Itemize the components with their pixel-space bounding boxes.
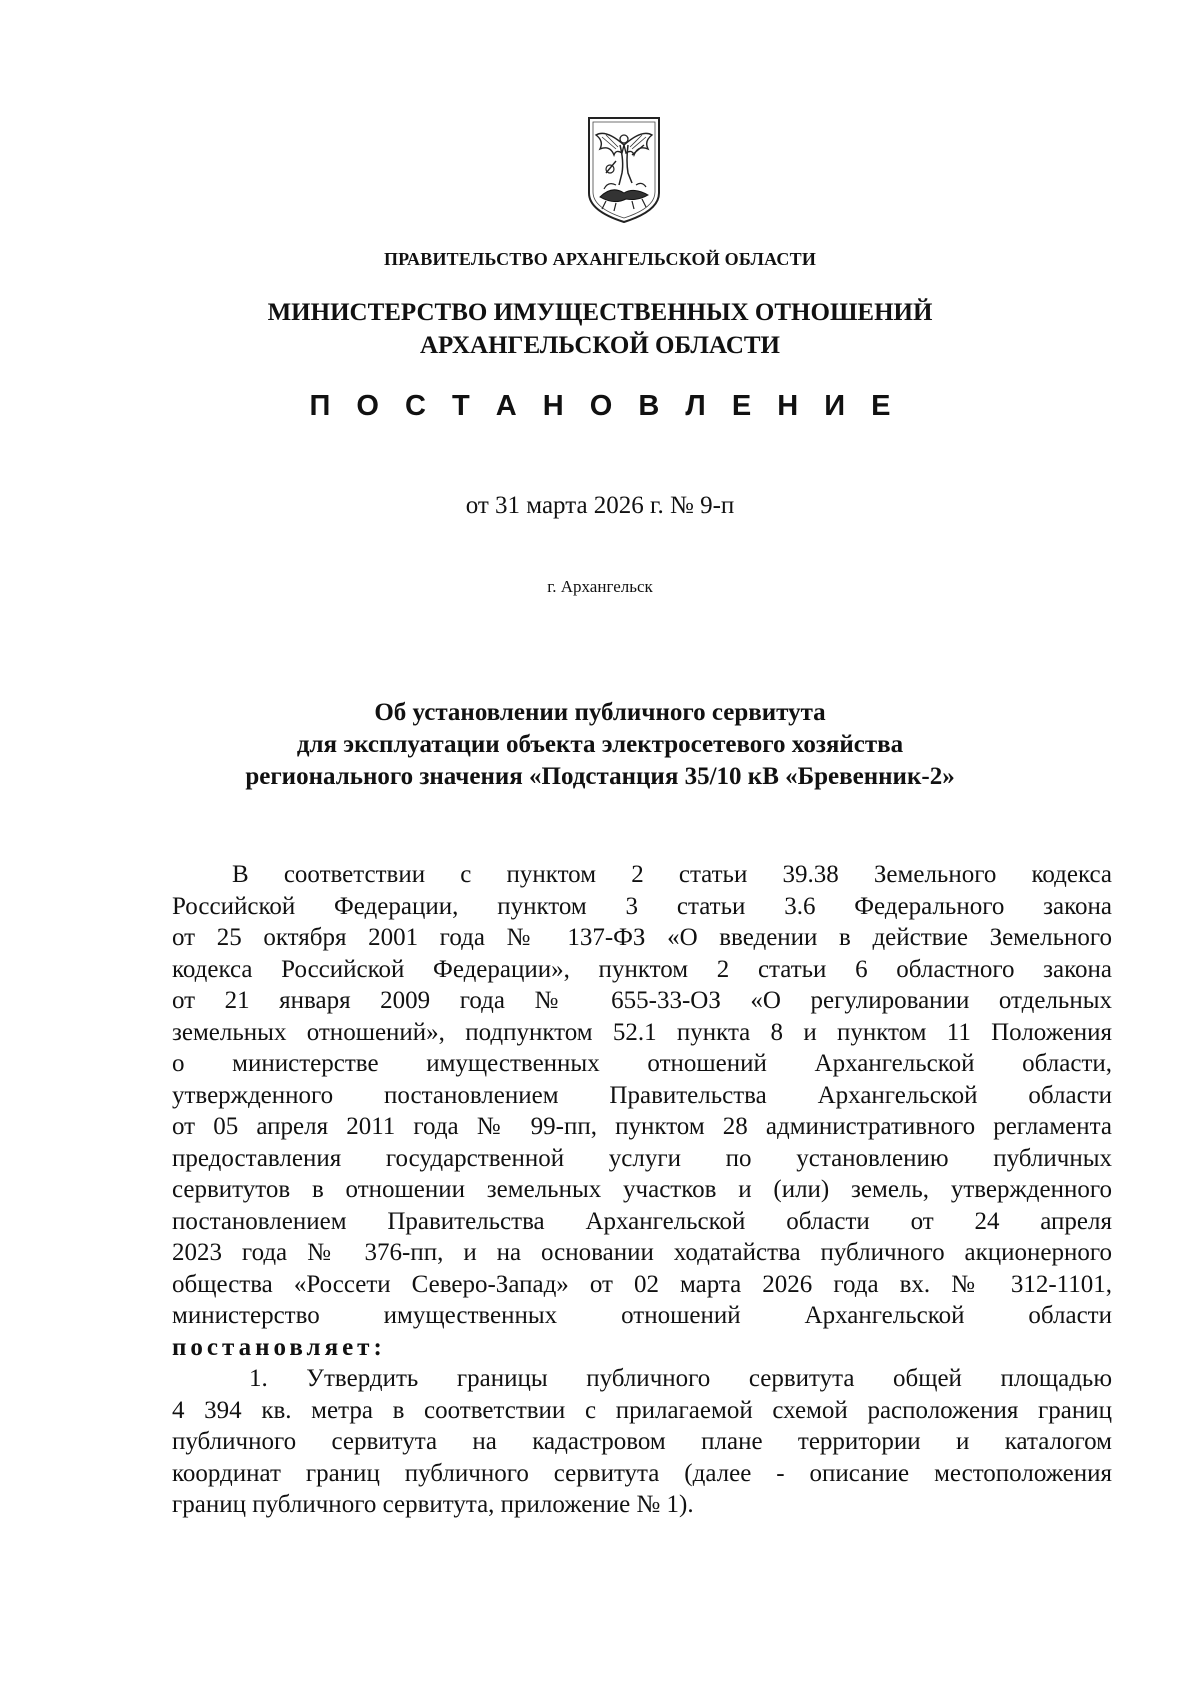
preamble-line: от 25 октября 2001 года № 137-ФЗ «О введении в действие Земельного: [172, 924, 1112, 951]
ministry-header: [0, 296, 1200, 362]
ministry-header-line-1: МИНИСТЕРСТВО ИМУЩЕСТВЕННЫХ ОТНОШЕНИЙ: [267, 299, 933, 326]
preamble-line: Российской Федерации, пунктом 3 статьи 3.6 Федерального закона: [172, 892, 1112, 920]
arkhangelsk-coat-of-arms-icon: [586, 115, 662, 225]
preamble-line: о министерстве имущественных отношений Архангельской области,: [172, 1050, 1112, 1077]
resolves-word: постановляет:: [172, 1333, 386, 1361]
document-title: [0, 697, 1200, 793]
preamble-line: кодекса Российской Федерации», пунктом 2 статьи 6 областного закона: [172, 955, 1112, 983]
preamble-line: общества «Россети Северо-Запад» от 02 марта 2026 года вх. № 312-1101,: [172, 1270, 1112, 1298]
preamble-line: министерство имущественных отношений Архангельской области: [172, 1302, 1112, 1329]
item-1-line: публичного сервитута на кадастровом плане территории и каталогом: [172, 1428, 1112, 1455]
preamble-line: сервитутов в отношении земельных участков и (или) земель, утвержденного: [172, 1176, 1112, 1203]
document-body: [172, 859, 1112, 1521]
document-place: г. Архангельск: [547, 577, 653, 596]
preamble-line: от 21 января 2009 года № 655-33-ОЗ «О регулировании отдельных: [172, 987, 1112, 1014]
ministry-header-line-2: АРХАНГЕЛЬСКОЙ ОБЛАСТИ: [420, 332, 780, 359]
preamble-line: земельных отношений», подпунктом 52.1 пункта 8 и пунктом 11 Положения: [172, 1018, 1112, 1046]
preamble-line: 2023 года № 376-пп, и на основании ходатайства публичного акционерного: [172, 1239, 1112, 1266]
item-1-line: границ публичного сервитута, приложение № 1).: [172, 1491, 694, 1518]
preamble-line: от 05 апреля 2011 года № 99-пп, пунктом 28 административного регламента: [172, 1113, 1112, 1140]
document-date-number: от 31 марта 2026 г. № 9-п: [465, 492, 735, 519]
preamble-line: постановлением Правительства Архангельской области от 24 апреля: [172, 1207, 1112, 1235]
document-title-line: регионального значения «Подстанция 35/10 кВ «Бревенник-2»: [245, 763, 955, 790]
item-1-line: 4 394 кв. метра в соответствии с прилагаемой схемой расположения границ: [172, 1396, 1112, 1424]
preamble-line: утвержденного постановлением Правительства Архангельской области: [172, 1081, 1112, 1109]
item-1-line: координат границ публичного сервитута (далее - описание местоположения: [172, 1459, 1112, 1487]
document-title-line: Об установлении публичного сервитута: [374, 699, 826, 726]
preamble-line: предоставления государственной услуги по установлению публичных: [172, 1144, 1112, 1172]
item-1-line: 1. Утвердить границы публичного сервитута общей площадью: [249, 1365, 1112, 1392]
preamble-line: В соответствии с пунктом 2 статьи 39.38 Земельного кодекса: [232, 861, 1112, 888]
government-header: ПРАВИТЕЛЬСТВО АРХАНГЕЛЬСКОЙ ОБЛАСТИ: [383, 249, 817, 269]
document-title-line: для эксплуатации объекта электросетевого хозяйства: [296, 731, 904, 758]
document-type: П О С Т А Н О В Л Е Н И Е: [309, 390, 900, 422]
